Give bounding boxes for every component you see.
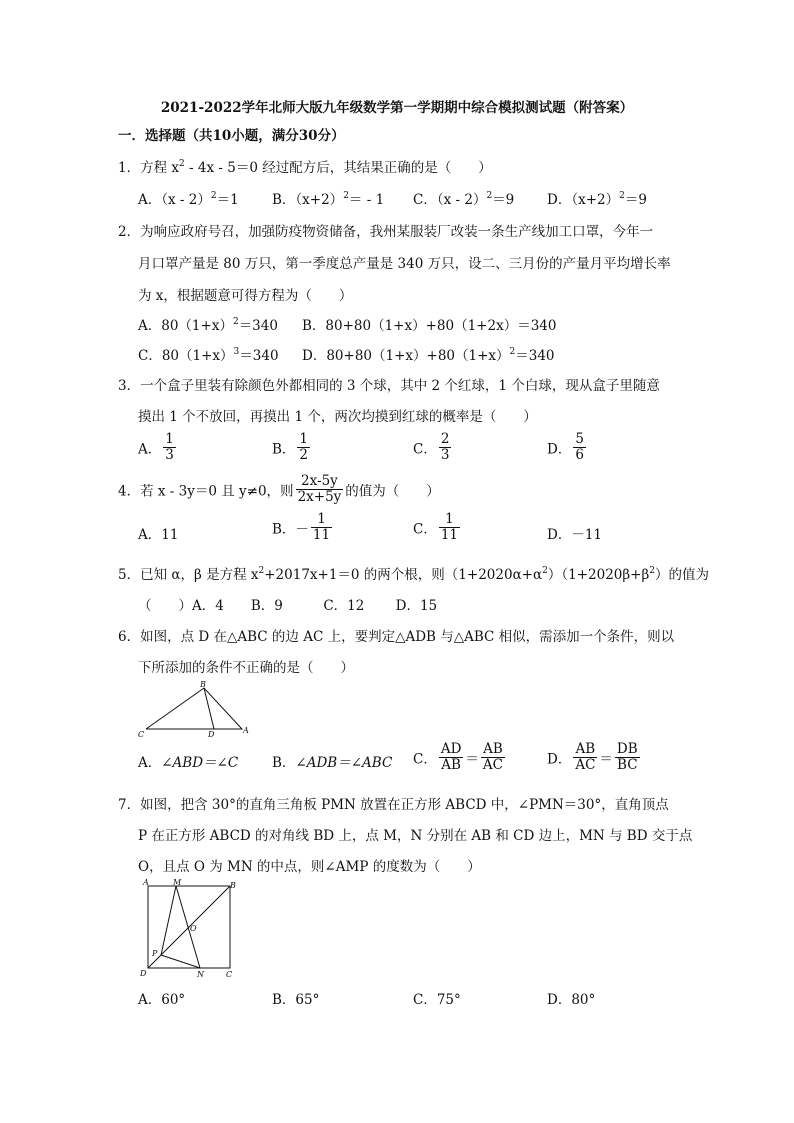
question-2-line-3: 为 x，根据题意可得方程为（ ） bbox=[138, 288, 353, 304]
question-2-line-1: 2．为响应政府号召，加强防疫物资储备，我州某服装厂改装一条生产线加工口罩，今年一 bbox=[118, 224, 654, 240]
q4-option-a[interactable]: A．11 bbox=[138, 527, 179, 543]
q7-option-d[interactable]: D．80° bbox=[547, 992, 596, 1008]
question-4: 4．若 x - 3y＝0 且 y≠0，则 $\frac{2x-5y}{2x+5y}$ 的值为（ ） bbox=[118, 473, 440, 505]
q3-option-c[interactable]: C． $\frac{2}{3}$ bbox=[413, 431, 450, 463]
question-3-line-1: 3．一个盒子里装有除颜色外都相同的 3 个球，其中 2 个红球，1 个白球，现从盒子里随意 bbox=[118, 378, 660, 394]
question-5-line-2[interactable]: （ ）A．4 B．9 C．12 D．15 bbox=[138, 598, 438, 614]
label-N: N bbox=[197, 970, 204, 979]
q4-option-d[interactable]: D．－11 bbox=[547, 527, 603, 543]
label-O: O bbox=[190, 924, 197, 933]
q2-option-c[interactable]: C．$80(1+x)^3=340$ bbox=[138, 347, 279, 364]
q3-option-a[interactable]: A． $\frac{1}{3}$ bbox=[138, 431, 174, 463]
q6-option-c[interactable]: C． $\frac{AD}{AB}$ ＝ $\frac{AB}{AC}$ bbox=[413, 741, 504, 773]
q4-option-b[interactable]: B．－ $\frac{1}{11}$ bbox=[272, 511, 331, 543]
q7-option-a[interactable]: A．60° bbox=[138, 992, 186, 1008]
q6-option-b[interactable]: B．∠ADB＝∠ABC bbox=[272, 755, 393, 771]
label-A: A bbox=[243, 726, 249, 735]
square-figure bbox=[138, 878, 238, 980]
label-B: B bbox=[230, 881, 236, 890]
question-2-line-2: 月口罩产量是 80 万只，第一季度总产量是 340 万只，设二、三月份的产量月平均增长率 bbox=[138, 256, 671, 272]
page-title: 2021-2022学年北师大版九年级数学第一学期期中综合模拟测试题（附答案） bbox=[160, 100, 634, 116]
label-B: B bbox=[200, 680, 206, 689]
label-D: D bbox=[140, 969, 147, 978]
label-C: C bbox=[138, 730, 145, 738]
q2-option-b[interactable]: B．80+80（1+x）+80（1+2x）＝340 bbox=[302, 318, 557, 334]
q1-option-b[interactable]: B．$(x+2)^2= - 1$ bbox=[272, 191, 385, 208]
label-C: C bbox=[226, 970, 233, 979]
q2-option-d[interactable]: D．$80+80(1+x)+80(1+x)^2=340$ bbox=[302, 347, 555, 364]
q3-option-b[interactable]: B． $\frac{1}{2}$ bbox=[272, 431, 309, 463]
q3-option-d[interactable]: D． $\frac{5}{6}$ bbox=[547, 431, 584, 463]
question-7-line-2: P 在正方形 ABCD 的对角线 BD 上，点 M，N 分别在 AB 和 CD 边上，MN 与 BD 交于点 bbox=[138, 828, 693, 844]
question-7-line-1: 7．如图，把含 30°的直角三角板 PMN 放置在正方形 ABCD 中，∠PMN＝30°，直角顶点 bbox=[118, 797, 669, 813]
question-7-line-3: O，且点 O 为 MN 的中点，则∠AMP 的度数为（ ） bbox=[138, 859, 481, 875]
triangle-figure bbox=[136, 680, 254, 738]
label-A: A bbox=[143, 878, 149, 887]
q4-option-c[interactable]: C． $\frac{1}{11}$ bbox=[413, 511, 459, 543]
question-6-line-1: 6．如图，点 D 在△ABC 的边 AC 上，要判定△ADB 与△ABC 相似，需添加一个条件，则以 bbox=[118, 629, 675, 645]
label-P: P bbox=[152, 949, 158, 958]
q1-option-a[interactable]: A．（x - 2）$^2$＝1 bbox=[138, 191, 239, 208]
q1-option-c[interactable]: C．（x - 2）$^2$＝9 bbox=[413, 191, 515, 208]
label-D: D bbox=[208, 730, 215, 738]
label-M: M bbox=[173, 878, 182, 887]
question-3-line-2: 摸出 1 个不放回，再摸出 1 个，两次均摸到红球的概率是（ ） bbox=[138, 409, 537, 425]
q6-option-a[interactable]: A．∠ABD＝∠C bbox=[138, 755, 239, 771]
q6-option-d[interactable]: D． $\frac{AB}{AC}$ ＝ $\frac{DB}{BC}$ bbox=[547, 741, 638, 773]
q7-option-b[interactable]: B．65° bbox=[272, 992, 320, 1008]
q2-option-a[interactable]: A．$80(1+x)^2=340$ bbox=[138, 317, 278, 334]
section-heading: 一．选择题（共10小题，满分30分） bbox=[118, 128, 345, 144]
question-5-line-1: 5．已知 α，β 是方程 $x^2+2017x+1=0$ 的两个根，则$(1+2020\alpha+\alpha^2)(1+2020\beta+\beta^2)$的值为 bbox=[118, 566, 710, 583]
q7-option-c[interactable]: C．75° bbox=[413, 992, 461, 1008]
question-6-line-2: 下所添加的条件不正确的是（ ） bbox=[138, 660, 354, 676]
q1-option-d[interactable]: D．$(x+2)^2=9$ bbox=[547, 191, 647, 208]
question-1: 1．方程 $x^2 - 4x - 5=0$ 经过配方后，其结果正确的是（ ） bbox=[118, 159, 492, 176]
